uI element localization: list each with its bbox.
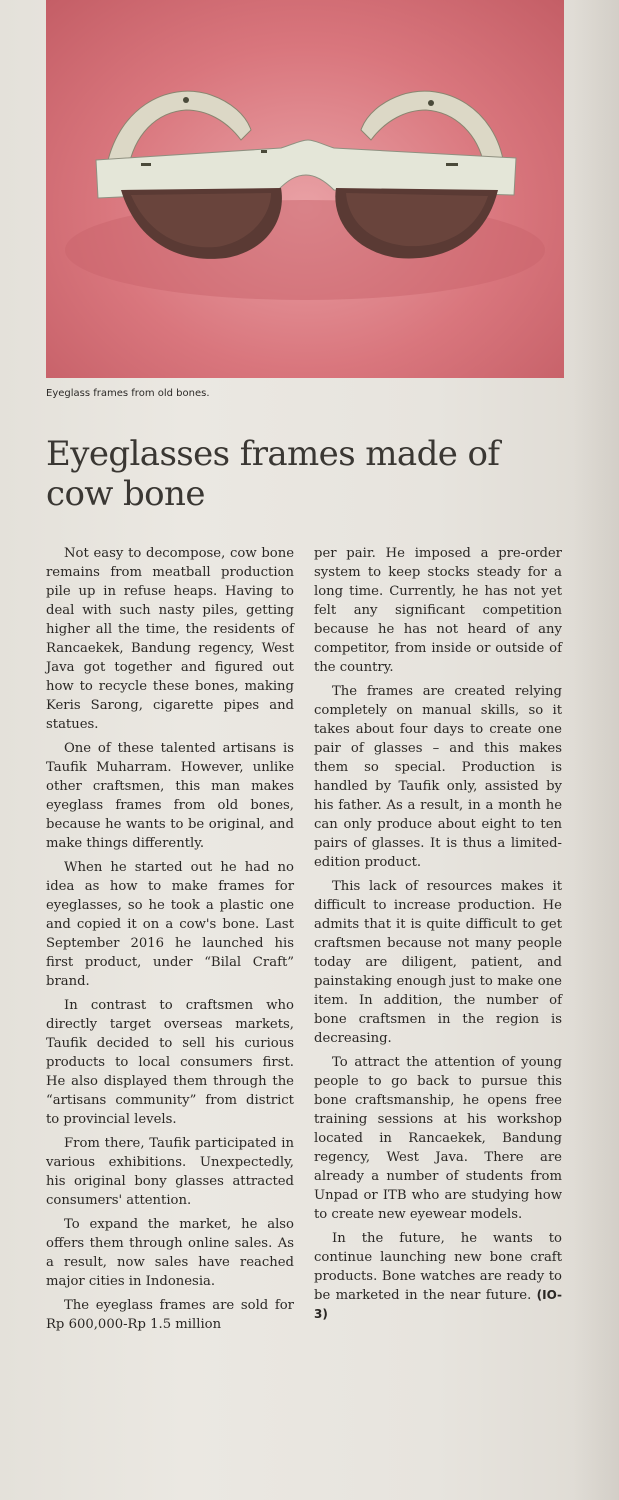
paragraph: To expand the market, he also offers them through online sales. As a result, now sales have reached major cities in Indonesia. (46, 1217, 294, 1289)
paragraph: The frames are created relying completely on manual skills, so it takes about four days to create one pair of glasses – and this makes them so special. Production is handled by Taufik only, assisted by his father. As a result, in a month he can only produce about eight to ten pairs of glasses. It is thus a limited-edition product. (314, 684, 562, 870)
paragraph: Not easy to decompose, cow bone remains from meatball production pile up in refuse heaps. Having to deal with such nasty piles, getting higher all the time, the residents of Rancaekek, Bandung regency, West Java got together and figured out how to recycle these bones, making Keris Sarong, cigarette pipes and statues. (46, 546, 294, 732)
closing-paragraph-text: In the future, he wants to continue launching new bone craft products. Bone watches are ready to be marketed in the near future. (314, 1231, 562, 1303)
paragraph: The eyeglass frames are sold for Rp 600,000-Rp 1.5 million (46, 1298, 294, 1332)
article-headline: Eyeglasses frames made of cow bone (46, 434, 500, 514)
paragraph: In contrast to craftsmen who directly target overseas markets, Taufik decided to sell his curious products to local consumers first. He also displayed them through the “artisans community” from district to provincial levels. (46, 998, 294, 1127)
paragraph: To attract the attention of young people to go back to pursue this bone craftsmanship, he opens free training sessions at his workshop located in Rancaekek, Bandung regency, West Java. There are already a number of students from Unpad or ITB who are studying how to create new eyewear models. (314, 1055, 562, 1222)
paragraph (314, 1229, 562, 1324)
article-column-right (314, 544, 562, 1329)
article-column-left (46, 544, 294, 1339)
paragraph: One of these talented artisans is Taufik Muharram. However, unlike other craftsmen, this man makes eyeglass frames from old bones, because he wants to be original, and make things differently. (46, 741, 294, 851)
page-edge-shadow (572, 0, 619, 1500)
author-signoff: (IO-3) (314, 1288, 562, 1321)
paragraph: This lack of resources makes it difficult to increase production. He admits that it is quite difficult to get craftsmen because not many people today are diligent, patient, and painstaking enough just to make one item. In addition, the number of bone craftsmen in the region is decreasing. (314, 879, 562, 1046)
eyeglasses-photo (46, 0, 564, 378)
bone-eyeglasses-illustration (46, 0, 564, 378)
paragraph: From there, Taufik participated in various exhibitions. Unexpectedly, his original bony glasses attracted consumers' attention. (46, 1136, 294, 1208)
paragraph: When he started out he had no idea as how to make frames for eyeglasses, so he took a plastic one and copied it on a cow's bone. Last September 2016 he launched his first product, under “Bilal Craft” brand. (46, 860, 294, 989)
photo-caption: Eyeglass frames from old bones. (46, 388, 210, 399)
paragraph-continued: per pair. He imposed a pre-order system to keep stocks steady for a long time. Currently, he has not yet felt any significant competition because he has not heard of any competitor, from inside or outside of the country. (314, 546, 562, 675)
